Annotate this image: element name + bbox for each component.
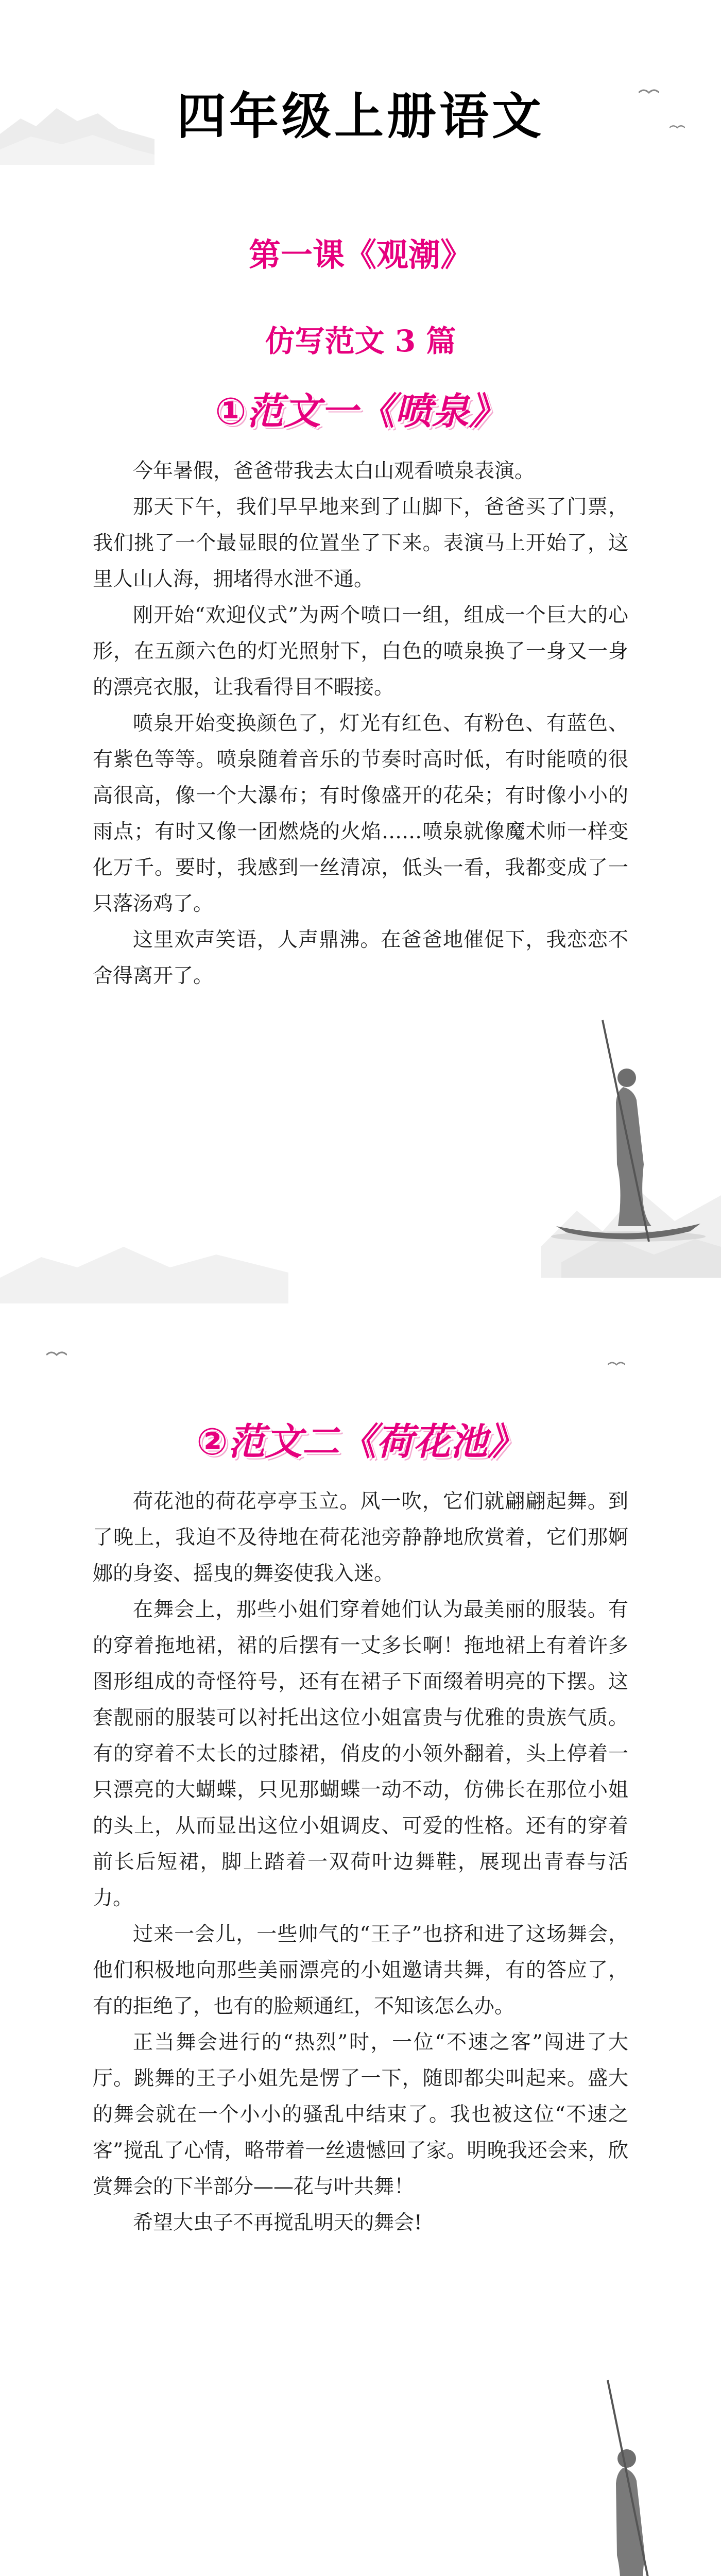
bird-icon: [46, 1350, 67, 1360]
mountain-decoration-left-1: [0, 1200, 288, 1303]
essay-paragraph: 过来一会儿，一些帅气的“王子”也挤和进了这场舞会，他们积极地向那些美丽漂亮的小姐邀请共舞，有的答应了，有的拒绝了，也有的脸颊通红，不知该怎么办。: [93, 1923, 628, 2018]
essay-title-2: ②范文二《荷花池》: [196, 1420, 525, 1463]
boat-figure-decoration-1: [520, 969, 706, 1257]
essay-paragraph: 刚开始“欢迎仪式”为两个喷口一组，组成一个巨大的心形，在五颜六色的灯光照射下，白色的喷泉换了一身又一身的漂亮衣服，让我看得目不暇接。: [93, 604, 628, 699]
essay-paragraph: 今年暑假，爸爸带我去太白山观看喷泉表演。: [133, 460, 535, 483]
essay-paragraph: 正当舞会进行的“热烈”时，一位“不速之客”闯进了大厅。跳舞的王子小姐先是愣了一下，随即都尖叫起来。盛大的舞会就在一个小小的骚乱中结束了。我也被这位“不速之客”搅乱了心情，略带着一丝遗憾回了家。明晚我还会来，欣赏舞会的下半部分——花与叶共舞！: [93, 2031, 628, 2198]
essay-body-1: [93, 453, 628, 994]
lesson-title: 第一课《观潮》: [248, 236, 472, 274]
section-subtitle: 仿写范文 3 篇: [265, 324, 456, 359]
essay-paragraph: 在舞会上，那些小姐们穿着她们认为最美丽的服装。有的穿着拖地裙，裙的后摆有一丈多长啊！拖地裙上有着许多图形组成的奇怪符号，还有在裙子下面缀着明亮的下摆。这套靓丽的服装可以衬托出这位小姐富贵与优雅的贵族气质。有的穿着不太长的过膝裙，俏皮的小领外翻着，头上停着一只漂亮的大蝴蝶，只见那蝴蝶一动不动，仿佛长在那位小姐的头上，从而显出这位小姐调皮、可爱的性格。还有的穿着前长后短裙，脚上踏着一双荷叶边舞鞋，展现出青春与活力。: [93, 1598, 628, 1910]
essay-title-1: ①范文一《喷泉》: [215, 389, 506, 433]
essay-paragraph: 荷花池的荷花亭亭玉立。风一吹，它们就翩翩起舞。到了晚上，我迫不及待地在荷花池旁静静地欣赏着，它们那婀娜的身姿、摇曳的舞姿使我入迷。: [93, 1490, 628, 1585]
essay-paragraph: 喷泉开始变换颜色了，灯光有红色、有粉色、有蓝色、有紫色等等。喷泉随着音乐的节奏时高时低，有时能喷的很高很高，像一个大瀑布；有时像盛开的花朵；有时像小小的雨点；有时又像一团燃烧的火焰……喷泉就像魔术师一样变化万千。要时，我感到一丝清凉，低头一看，我都变成了一只落汤鸡了。: [93, 712, 628, 916]
essay-body-2: [93, 1484, 628, 2241]
boat-figure-decoration-2: [536, 2339, 711, 2576]
essay-paragraph: 这里欢声笑语，人声鼎沸。在爸爸地催促下，我恋恋不舍得离开了。: [93, 928, 628, 988]
essay-paragraph: 那天下午，我们早早地来到了山脚下，爸爸买了门票，我们挑了一个最显眼的位置坐了下来。表演马上开始了，这里人山人海，拥堵得水泄不通。: [93, 496, 628, 591]
bird-icon: [608, 1360, 625, 1369]
essay-paragraph: 希望大虫子不再搅乱明天的舞会!: [133, 2211, 422, 2234]
page-title: 四年级上册语文: [177, 88, 544, 145]
